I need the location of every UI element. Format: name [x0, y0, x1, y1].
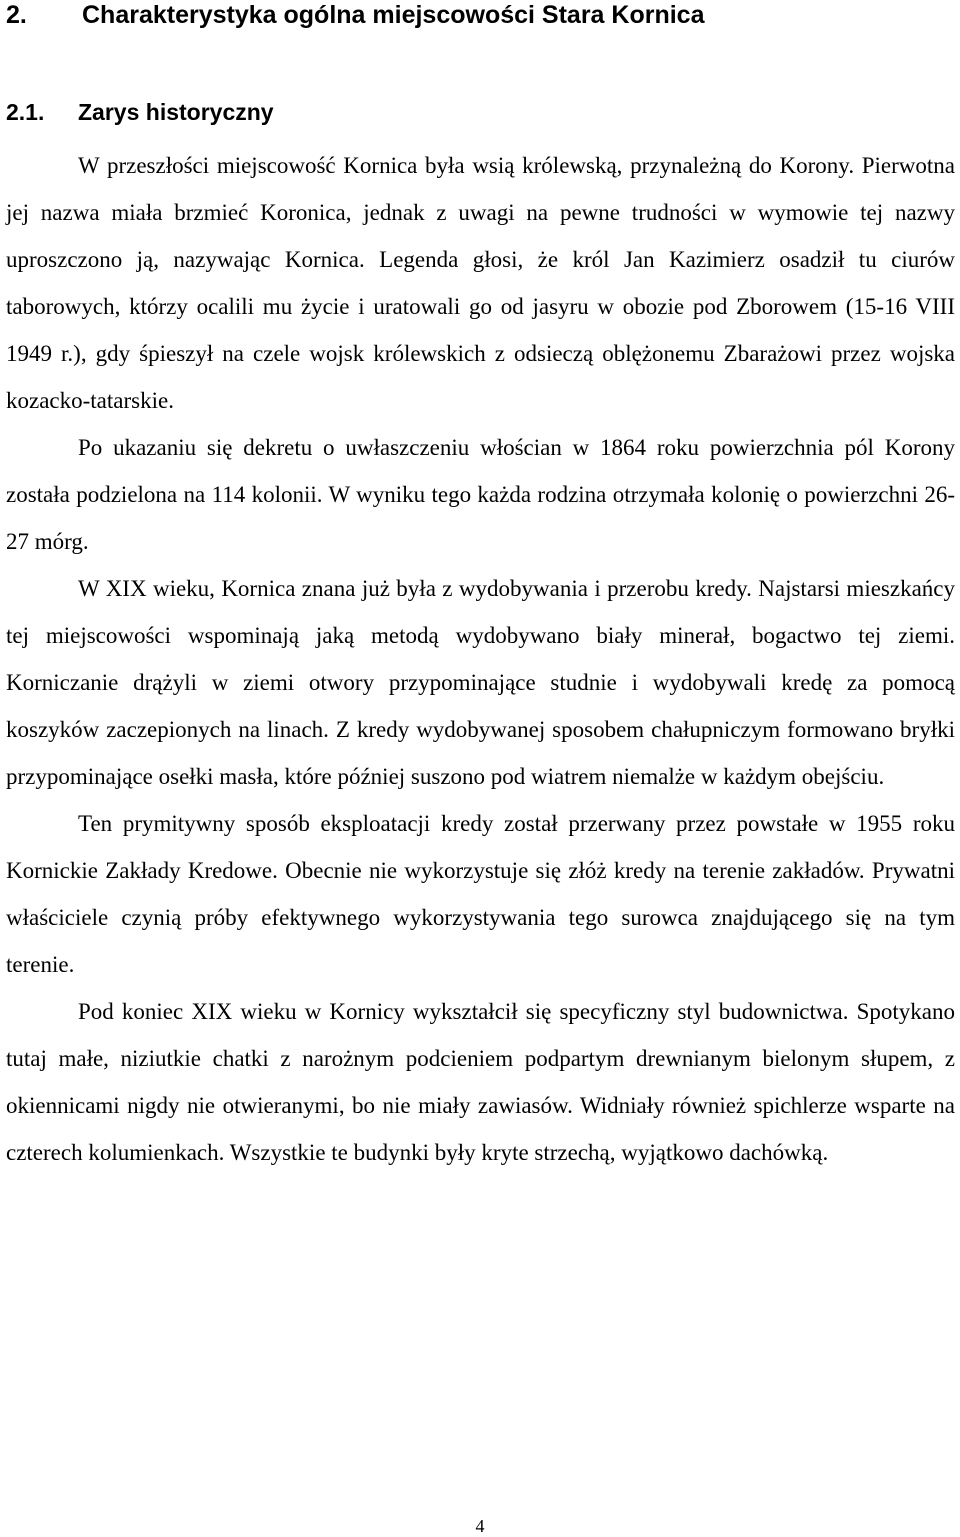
chapter-number: 2.: [6, 1, 27, 29]
body-text: [6, 142, 955, 1176]
section-heading: [6, 97, 274, 127]
chapter-title: Charakterystyka ogólna miejscowości Stara Kornica: [82, 1, 705, 29]
paragraph-chalk-works: Ten prymitywny sposób eksploatacji kredy został przerwany przez powstałe w 1955 roku Kornickie Zakłady Kredowe. Obecnie nie wykorzystuje się złóż kredy na terenie zakładów. Prywatni właściciele czynią próby efektywnego wykorzystywania tego surowca znajdującego się na tym terenie.: [6, 811, 955, 977]
paragraph-enfranchisement: Po ukazaniu się dekretu o uwłaszczeniu włościan w 1864 roku powierzchnia pól Korony została podzielona na 114 kolonii. W wyniku tego każda rodzina otrzymała kolonię o powierzchni 26-27 mórg.: [6, 435, 955, 554]
paragraph-chalk-mining: W XIX wieku, Kornica znana już była z wydobywania i przerobu kredy. Najstarsi mieszkańcy tej miejscowości wspominają jaką metodą wydobywano biały minerał, bogactwo tej ziemi. Korniczanie drążyli w ziemi otwory przypominające studnie i wydobywali kredę za pomocą koszyków zaczepionych na linach. Z kredy wydobywanej sposobem chałupniczym formowano bryłki przypominające osełki masła, które później suszono pod wiatrem niemalże w każdym obejściu.: [6, 576, 955, 789]
chapter-heading: [6, 0, 704, 30]
page-number: 4: [475, 1516, 485, 1536]
section-title: Zarys historyczny: [78, 99, 274, 125]
section-number: 2.1.: [6, 99, 45, 125]
paragraph-architecture: Pod koniec XIX wieku w Kornicy wykształcił się specyficzny styl budownictwa. Spotykano tutaj małe, niziutkie chatki z narożnym podcieniem podpartym drewnianym bielonym słupem, z okiennicami nigdy nie otwieranymi, bo nie miały zawiasów. Widniały również spichlerze wsparte na czterech kolumienkach. Wszystkie te budynki były kryte strzechą, wyjątkowo dachówką.: [6, 999, 955, 1165]
paragraph-history: W przeszłości miejscowość Kornica była wsią królewską, przynależną do Korony. Pierwotna jej nazwa miała brzmieć Koronica, jednak z uwagi na pewne trudności w wymowie tej nazwy uproszczono ją, nazywając Kornica. Legenda głosi, że król Jan Kazimierz osadził tu ciurów taborowych, którzy ocalili mu życie i uratowali go od jasyru w obozie pod Zborowem (15-16 VIII 1949 r.), gdy śpieszył na czele wojsk królewskich z odsieczą oblężonemu Zbarażowi przez wojska kozacko-tatarskie.: [6, 153, 955, 413]
